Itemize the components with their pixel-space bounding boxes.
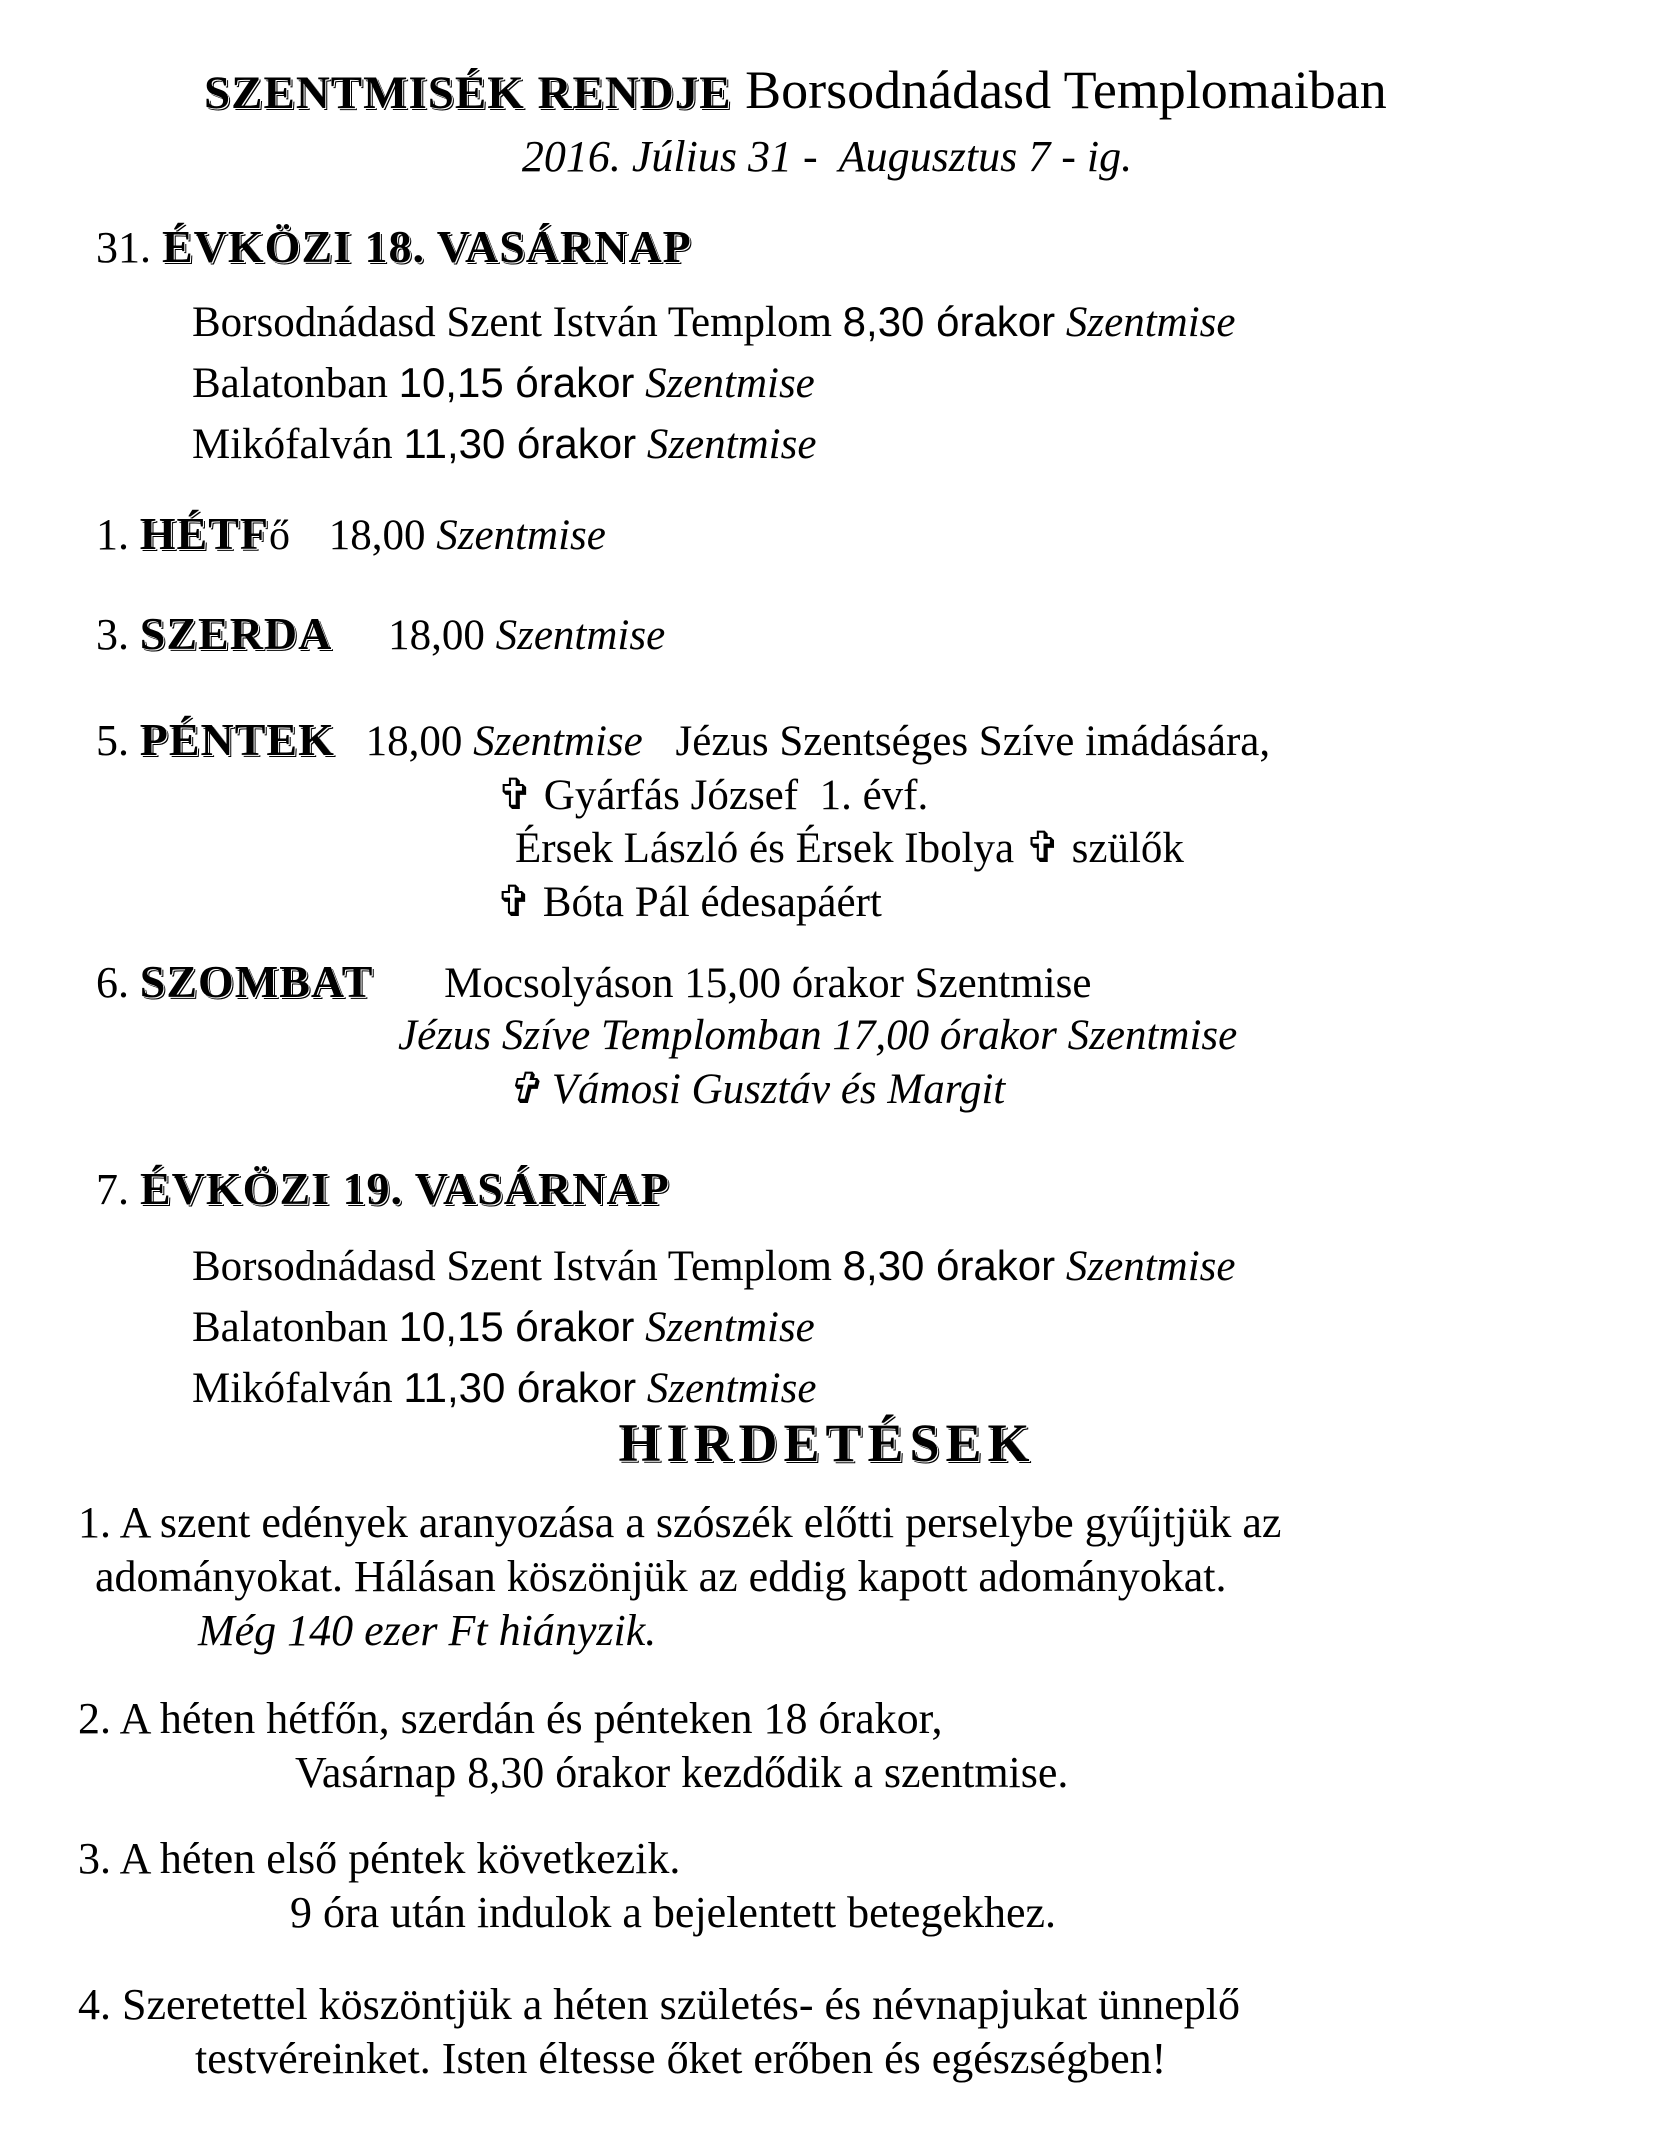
mass-label: Szentmise bbox=[645, 360, 815, 407]
section-heading-sunday18 bbox=[96, 222, 692, 273]
announcement-text: testvéreinket. Isten éltesse őket erőben és egészségben! bbox=[195, 2034, 1167, 2083]
mass-line bbox=[192, 1358, 1235, 1419]
mass-list-sunday19 bbox=[192, 1236, 1235, 1419]
announcement-item-3 bbox=[78, 1832, 1056, 1940]
day-row-friday bbox=[96, 714, 1270, 768]
announcement-text: Még 140 ezer Ft hiányzik. bbox=[198, 1606, 657, 1655]
announcement-text: 1. A szent edények aranyozása a szószék előtti perselybe gyűjtjük az bbox=[78, 1498, 1282, 1547]
title-plain-text: Borsodnádasd Templomaiban bbox=[745, 60, 1387, 120]
memorial-line: Érsek László és Érsek Ibolya ✞ szülők bbox=[515, 825, 1184, 872]
mass-place: Balatonban bbox=[192, 1304, 388, 1351]
mass-line bbox=[192, 1236, 1235, 1297]
day-name-suffix: ő bbox=[269, 513, 290, 559]
day-number: 6. bbox=[96, 958, 129, 1007]
memorial-line: ✞ Gyárfás József 1. évf. bbox=[497, 772, 929, 819]
mass-time: 8,30 órakor bbox=[842, 1242, 1056, 1289]
mass-list-sunday18 bbox=[192, 292, 1235, 475]
day-number: 1. bbox=[96, 510, 129, 559]
mass-place: Borsodnádasd Szent István Templom bbox=[192, 299, 832, 346]
day-name: ÉVKÖZI 19. VASÁRNAP bbox=[140, 1163, 670, 1214]
announcement-text: 9 óra után indulok a bejelentett betegekhez. bbox=[290, 1888, 1057, 1937]
mass-time: 8,30 órakor bbox=[842, 298, 1056, 345]
mass-place: Borsodnádasd Szent István Templom bbox=[192, 1243, 832, 1290]
mass-line bbox=[192, 1297, 1235, 1358]
mass-intention: Jézus Szentséges Szíve imádására, bbox=[675, 718, 1271, 765]
day-row-monday bbox=[96, 508, 606, 562]
mass-place: Mikófalván bbox=[192, 1365, 393, 1412]
day-name: ÉVKÖZI 18. VASÁRNAP bbox=[162, 221, 692, 272]
mass-label: Szentmise bbox=[495, 612, 666, 659]
mass-label: Szentmise bbox=[1065, 299, 1236, 346]
mass-line bbox=[192, 353, 1235, 414]
mass-time: 11,30 órakor bbox=[403, 420, 637, 467]
mass-line bbox=[192, 292, 1235, 353]
announcement-text: 3. A héten első péntek következik. bbox=[78, 1834, 681, 1883]
mass-time: 10,15 órakor bbox=[398, 359, 635, 406]
mass-time: 18,00 bbox=[388, 612, 485, 659]
announcement-text: Vasárnap 8,30 órakor kezdődik a szentmise. bbox=[295, 1748, 1069, 1797]
mass-time: 18,00 bbox=[365, 718, 463, 765]
mass-place: Mikófalván bbox=[192, 421, 393, 468]
mass-place: Balatonban bbox=[192, 360, 388, 407]
announcement-text: 4. Szeretettel köszöntjük a héten születés- és névnapjukat ünneplő bbox=[78, 1980, 1240, 2029]
mass-label: Szentmise bbox=[646, 1365, 817, 1412]
mass-label: Szentmise bbox=[436, 512, 606, 559]
announcement-text: 2. A héten hétfőn, szerdán és pénteken 18 órakor, bbox=[78, 1694, 943, 1743]
day-row-saturday bbox=[96, 956, 1091, 1010]
day-name: SZERDA bbox=[139, 608, 333, 659]
mass-time: 11,30 órakor bbox=[403, 1364, 637, 1411]
mass-label: Szentmise bbox=[473, 718, 643, 765]
day-name: SZOMBAT bbox=[139, 956, 374, 1007]
announcement-item-4 bbox=[78, 1978, 1240, 2086]
day-number: 3. bbox=[96, 610, 129, 659]
mass-label: Szentmise bbox=[645, 1304, 815, 1351]
announcement-item-2 bbox=[78, 1692, 1068, 1800]
day-number: 7. bbox=[96, 1165, 129, 1214]
title-decorative-text: SZENTMISÉK RENDJE bbox=[204, 67, 732, 119]
day-name: PÉNTEK bbox=[139, 714, 335, 765]
mass-line bbox=[192, 414, 1235, 475]
mass-label: Szentmise bbox=[1065, 1243, 1236, 1290]
mass-line-text: Jézus Szíve Templomban 17,00 órakor Szentmise bbox=[398, 1012, 1238, 1059]
mass-label: Szentmise bbox=[646, 421, 817, 468]
memorial-line: ✞ Bóta Pál édesapáért bbox=[496, 879, 882, 926]
section-heading-sunday19 bbox=[96, 1164, 670, 1215]
mass-line-text: Mocsolyáson 15,00 órakor Szentmise bbox=[444, 960, 1092, 1007]
day-name: HÉTF bbox=[139, 508, 269, 559]
date-range: 2016. Július 31 - Augusztus 7 - ig. bbox=[521, 132, 1133, 181]
mass-time: 10,15 órakor bbox=[398, 1303, 635, 1350]
page-title bbox=[204, 62, 1387, 121]
announcement-item-1 bbox=[78, 1496, 1281, 1658]
day-row-wednesday bbox=[96, 608, 665, 662]
day-number: 5. bbox=[96, 716, 129, 765]
announcement-text: adományokat. Hálásan köszönjük az eddig kapott adományokat. bbox=[95, 1552, 1227, 1601]
day-number: 31. bbox=[96, 223, 151, 272]
mass-time: 18,00 bbox=[328, 512, 426, 559]
memorial-line: ✞ Vámosi Gusztáv és Margit bbox=[505, 1066, 1006, 1113]
announcements-heading: HIRDETÉSEK bbox=[618, 1413, 1036, 1473]
